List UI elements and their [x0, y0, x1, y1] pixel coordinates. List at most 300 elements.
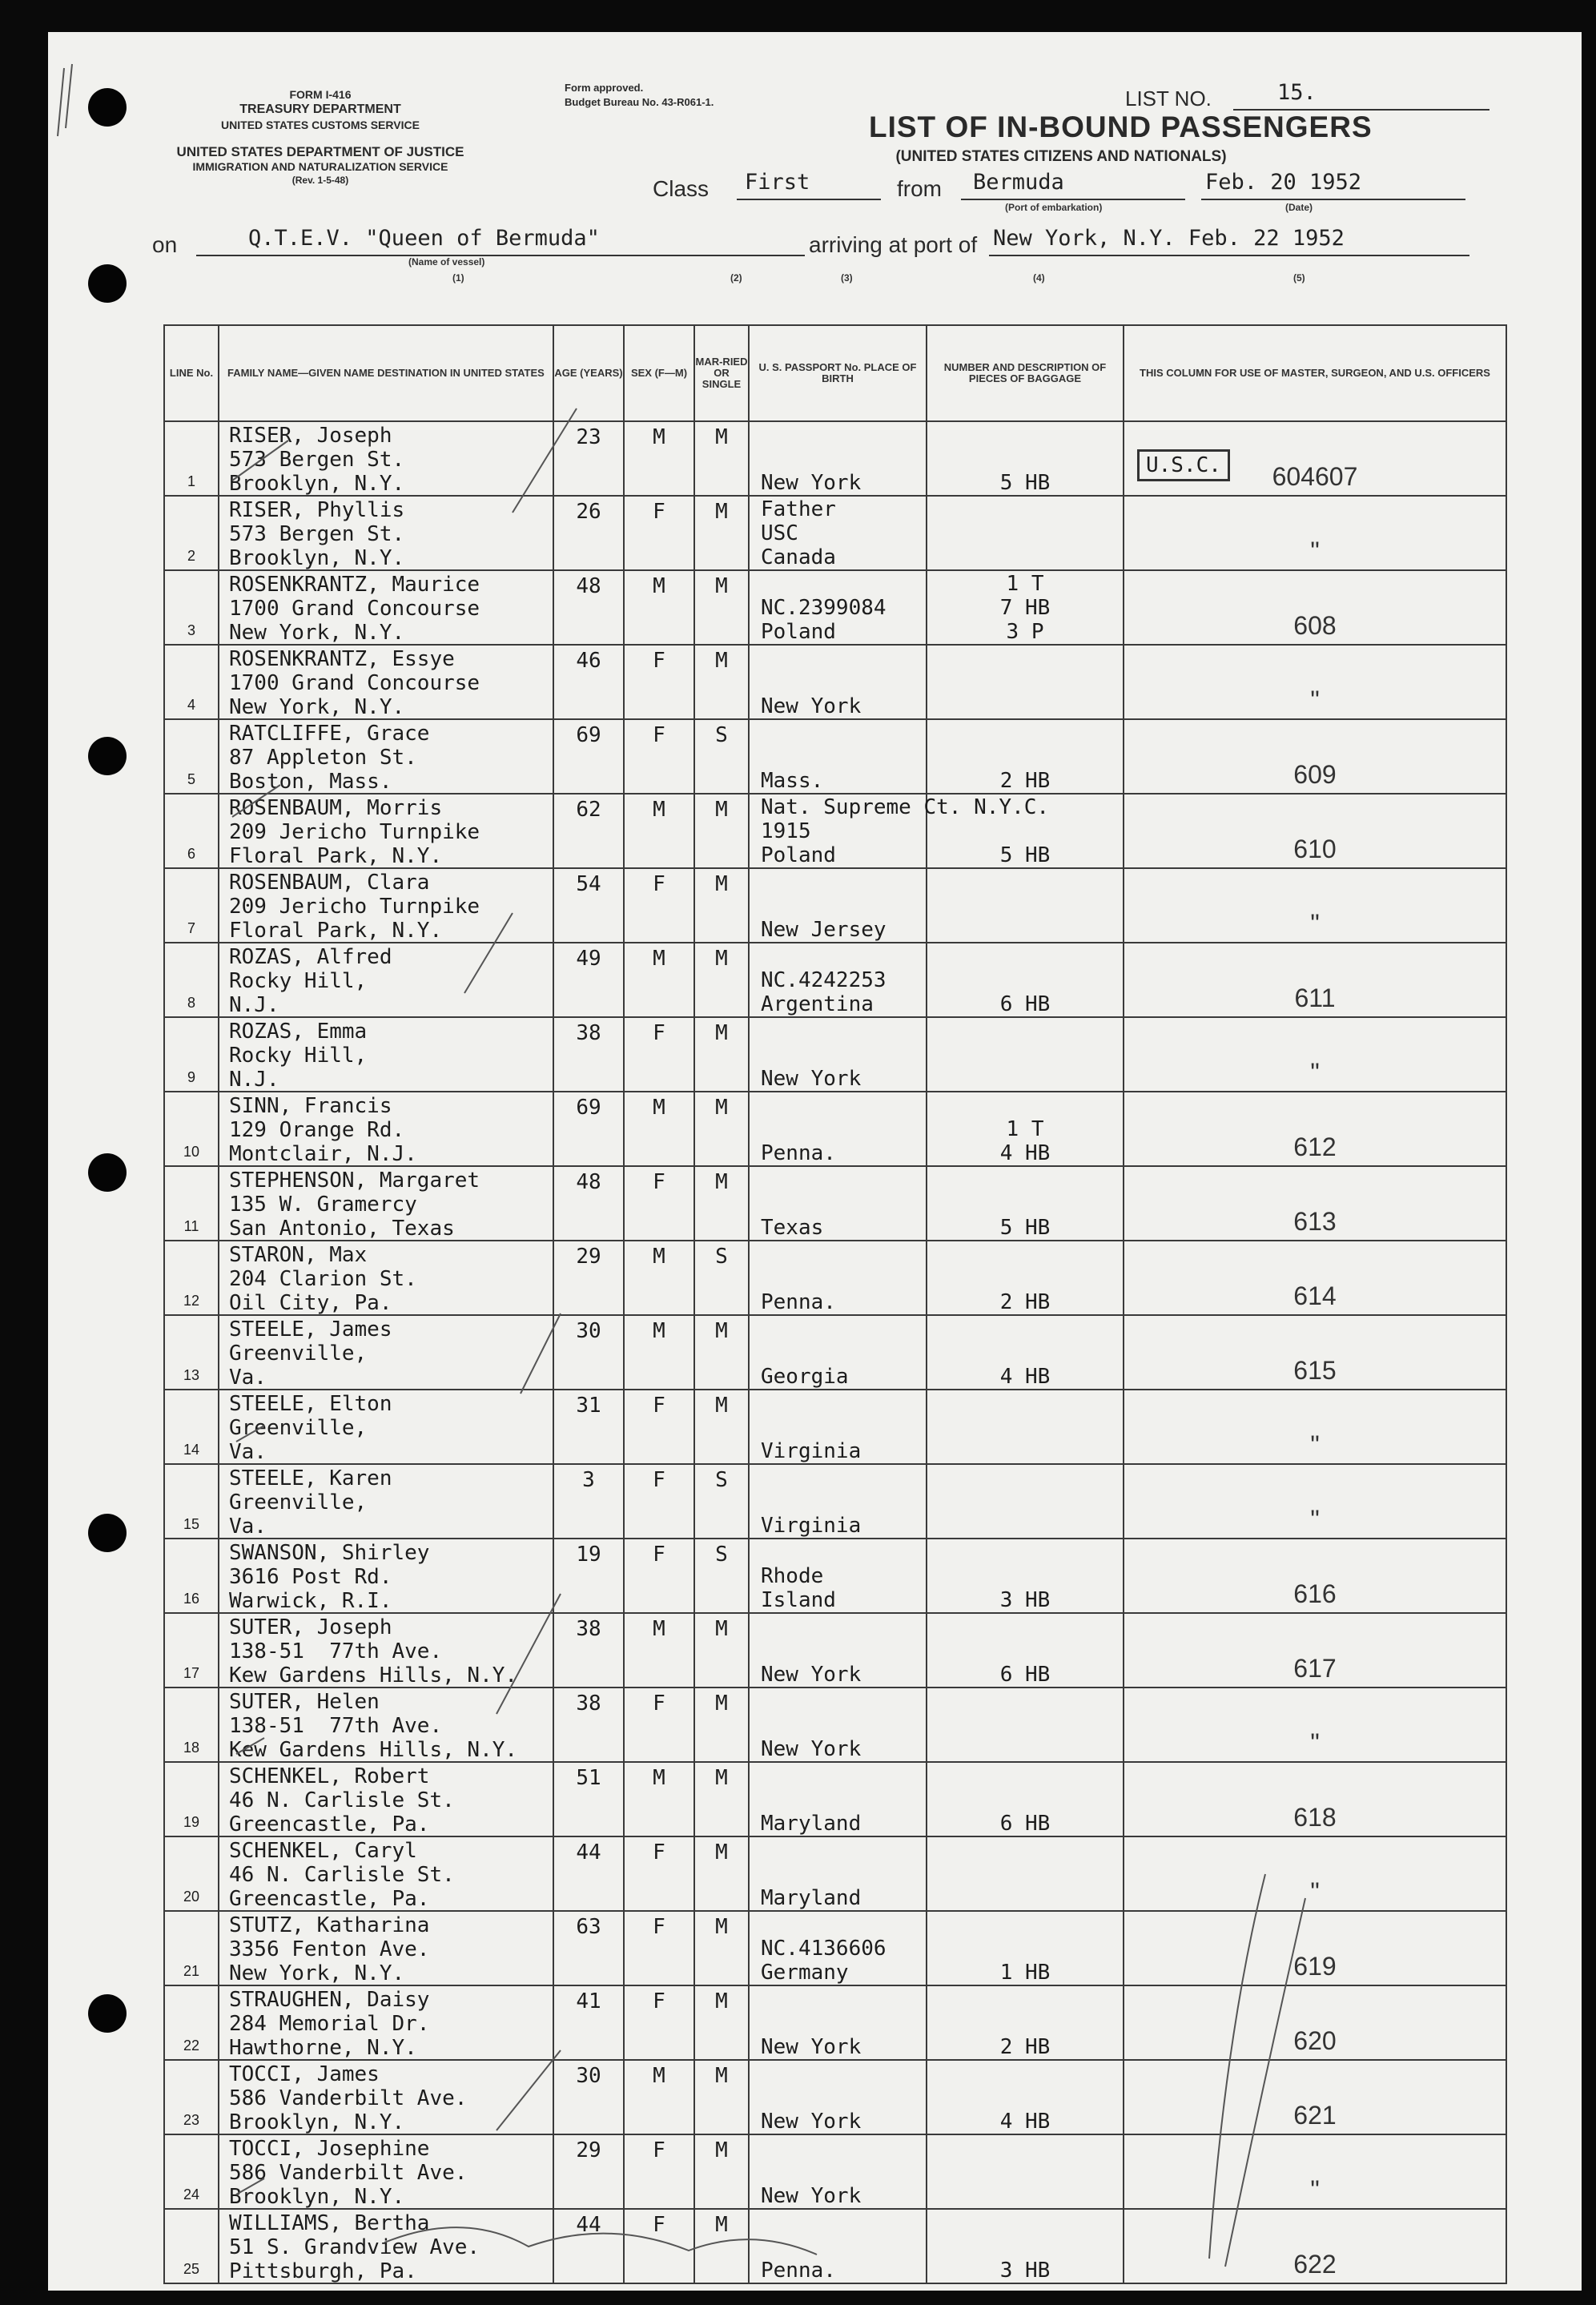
- sex: F: [653, 1840, 665, 1865]
- cell-line-number: [164, 1315, 219, 1390]
- cell-passenger-name-address: [219, 1464, 553, 1539]
- cell-passport-birthplace: [749, 1539, 927, 1613]
- cell-officer-notation: [1124, 1613, 1506, 1688]
- baggage: 2 HB: [999, 769, 1051, 793]
- age: 69: [576, 1096, 601, 1120]
- age: 54: [576, 872, 601, 896]
- cell-baggage: [927, 1762, 1124, 1836]
- cell-marital-status: [694, 1762, 749, 1836]
- arriving-label: arriving at port of: [809, 232, 978, 257]
- passenger-table: [163, 324, 1507, 2284]
- list-no-value: 15.: [1277, 80, 1317, 105]
- sex: M: [653, 798, 665, 822]
- marital-status: M: [715, 1915, 728, 1939]
- sex: M: [653, 425, 665, 449]
- cell-sex: [624, 1911, 694, 1985]
- cell-passport-birthplace: [749, 496, 927, 570]
- cell-passport-birthplace: [749, 943, 927, 1017]
- cell-marital-status: [694, 1688, 749, 1762]
- age: 48: [576, 574, 601, 598]
- cell-line-number: [164, 1613, 219, 1688]
- cell-sex: [624, 1762, 694, 1836]
- marital-status: M: [715, 574, 728, 598]
- cell-marital-status: [694, 1539, 749, 1613]
- baggage: 5 HB: [999, 471, 1051, 495]
- treasury-dept: TREASURY DEPARTMENT: [239, 103, 401, 116]
- officer-notation: ": [1310, 1728, 1320, 1757]
- form-number: FORM I-416: [289, 88, 352, 101]
- cell-passenger-name-address: [219, 1315, 553, 1390]
- document-title: LIST OF IN-BOUND PASSENGERS: [869, 111, 1373, 143]
- uscit-stamp: U.S.C.: [1137, 449, 1230, 481]
- cell-age: [553, 421, 624, 496]
- sex: M: [653, 1245, 665, 1269]
- officer-notation: ": [1310, 537, 1320, 565]
- cell-passenger-name-address: [219, 1762, 553, 1836]
- cell-age: [553, 570, 624, 645]
- marital-status: M: [715, 1840, 728, 1865]
- table-row: [164, 1836, 1506, 1911]
- cell-passport-birthplace: [749, 421, 927, 496]
- baggage: 6 HB: [999, 1663, 1051, 1687]
- cell-baggage: [927, 794, 1124, 868]
- cell-line-number: [164, 1762, 219, 1836]
- cell-sex: [624, 1539, 694, 1613]
- cell-age: [553, 2134, 624, 2209]
- cell-passenger-name-address: [219, 2134, 553, 2209]
- officer-notation: ": [1310, 686, 1320, 714]
- passenger-name-address: STEPHENSON, Margaret 135 W. Gramercy San Antonio, Texas: [229, 1169, 480, 1241]
- cell-sex: [624, 421, 694, 496]
- cell-passenger-name-address: [219, 2060, 553, 2134]
- marital-status: S: [715, 723, 728, 747]
- sex: F: [653, 1989, 665, 2013]
- binder-hole: [88, 1994, 127, 2033]
- marital-status: S: [715, 1543, 728, 1567]
- cell-passport-birthplace: [749, 868, 927, 943]
- age: 38: [576, 1021, 601, 1045]
- passport-birthplace: Penna.: [761, 1141, 836, 1165]
- baggage: 2 HB: [999, 2035, 1051, 2059]
- cell-officer-notation: [1124, 868, 1506, 943]
- cell-passenger-name-address: [219, 496, 553, 570]
- table-row: [164, 719, 1506, 794]
- cell-baggage: [927, 645, 1124, 719]
- passenger-name-address: SCHENKEL, Robert 46 N. Carlisle St. Greencastle, Pa.: [229, 1764, 455, 1836]
- cell-passport-birthplace: [749, 2134, 927, 2209]
- arrival-port-date: New York, N.Y. Feb. 22 1952: [993, 226, 1345, 251]
- table-row: [164, 1762, 1506, 1836]
- cell-officer-notation: [1124, 2134, 1506, 2209]
- passenger-name-address: STEELE, James Greenville, Va.: [229, 1317, 392, 1390]
- officer-notation: ": [1310, 2175, 1320, 2204]
- cell-marital-status: [694, 1613, 749, 1688]
- age: 38: [576, 1617, 601, 1641]
- passport-birthplace: NC.4242253 Argentina: [761, 968, 886, 1016]
- cell-officer-notation: [1124, 496, 1506, 570]
- age: 44: [576, 2213, 601, 2237]
- cell-marital-status: [694, 794, 749, 868]
- cell-officer-notation: [1124, 1017, 1506, 1092]
- line-number: 25: [183, 2261, 200, 2277]
- manifest-page: [48, 32, 1582, 2291]
- line-number: 10: [183, 1144, 200, 1160]
- cell-age: [553, 1092, 624, 1166]
- sex: F: [653, 723, 665, 747]
- age: 31: [576, 1394, 601, 1418]
- passport-birthplace: Mass.: [761, 769, 824, 793]
- cell-baggage: [927, 943, 1124, 1017]
- cell-marital-status: [694, 1985, 749, 2060]
- cell-baggage: [927, 1985, 1124, 2060]
- officer-notation: 616: [1293, 1579, 1337, 1608]
- passenger-name-address: ROSENKRANTZ, Essye 1700 Grand Concourse New York, N.Y.: [229, 647, 480, 719]
- sex: F: [653, 1468, 665, 1492]
- age: 63: [576, 1915, 601, 1939]
- cell-line-number: [164, 1985, 219, 2060]
- cell-sex: [624, 1241, 694, 1315]
- list-no-label: LIST NO.: [1125, 86, 1212, 111]
- officer-notation: 608: [1293, 611, 1337, 640]
- cell-sex: [624, 645, 694, 719]
- cell-passenger-name-address: [219, 1166, 553, 1241]
- cell-officer-notation: [1124, 943, 1506, 1017]
- age: 62: [576, 798, 601, 822]
- cell-marital-status: [694, 1017, 749, 1092]
- passenger-name-address: STEELE, Karen Greenville, Va.: [229, 1466, 392, 1539]
- cell-marital-status: [694, 1836, 749, 1911]
- cell-passport-birthplace: [749, 645, 927, 719]
- age: 30: [576, 1319, 601, 1343]
- table-row: [164, 1390, 1506, 1464]
- table-row: [164, 868, 1506, 943]
- cell-officer-notation: [1124, 1241, 1506, 1315]
- sex: M: [653, 2064, 665, 2088]
- cell-age: [553, 719, 624, 794]
- baggage: 6 HB: [999, 992, 1051, 1016]
- cell-passenger-name-address: [219, 2209, 553, 2283]
- officer-notation: 609: [1293, 760, 1337, 789]
- sex: F: [653, 872, 665, 896]
- table-row: [164, 1241, 1506, 1315]
- cell-passport-birthplace: [749, 1315, 927, 1390]
- cell-baggage: [927, 1911, 1124, 1985]
- cell-officer-notation: [1124, 1539, 1506, 1613]
- passport-birthplace: New York: [761, 1067, 862, 1091]
- line-number: 24: [183, 2186, 200, 2202]
- officer-notation: 612: [1293, 1132, 1337, 1161]
- passport-birthplace: New York: [761, 1663, 862, 1687]
- passport-birthplace: Nat. Supreme Ct. N.Y.C. 1915 Poland: [761, 795, 1050, 867]
- cell-line-number: [164, 1836, 219, 1911]
- line-number: 12: [183, 1293, 200, 1309]
- table-row: [164, 496, 1506, 570]
- sex: M: [653, 1617, 665, 1641]
- cell-line-number: [164, 2060, 219, 2134]
- marital-status: M: [715, 1319, 728, 1343]
- passenger-name-address: STRAUGHEN, Daisy 284 Memorial Dr. Hawthorne, N.Y.: [229, 1988, 430, 2060]
- passenger-name-address: ROSENKRANTZ, Maurice 1700 Grand Concourse New York, N.Y.: [229, 573, 480, 645]
- line-number: 11: [183, 1218, 199, 1234]
- cell-marital-status: [694, 421, 749, 496]
- age: 29: [576, 1245, 601, 1269]
- cell-baggage: [927, 1464, 1124, 1539]
- baggage: 3 HB: [999, 1588, 1051, 1612]
- sex: F: [653, 2213, 665, 2237]
- officer-notation: 615: [1293, 1356, 1337, 1385]
- cell-passport-birthplace: [749, 1464, 927, 1539]
- cell-line-number: [164, 645, 219, 719]
- officer-notation: 619: [1293, 1952, 1337, 1981]
- cell-line-number: [164, 794, 219, 868]
- passenger-name-address: SWANSON, Shirley 3616 Post Rd. Warwick, R.I.: [229, 1541, 430, 1613]
- officer-notation: 618: [1293, 1803, 1337, 1832]
- age: 23: [576, 425, 601, 449]
- baggage: 1 T 7 HB 3 P: [999, 572, 1051, 644]
- cell-marital-status: [694, 570, 749, 645]
- sex: M: [653, 574, 665, 598]
- cell-line-number: [164, 2134, 219, 2209]
- sex: F: [653, 1170, 665, 1194]
- cell-sex: [624, 1985, 694, 2060]
- passport-birthplace: New York: [761, 1737, 862, 1761]
- cell-baggage: [927, 2209, 1124, 2283]
- passenger-name-address: ROZAS, Alfred Rocky Hill, N.J.: [229, 945, 392, 1017]
- passport-birthplace: New York: [761, 2110, 862, 2134]
- sex: F: [653, 1394, 665, 1418]
- cell-baggage: [927, 496, 1124, 570]
- cell-passport-birthplace: [749, 570, 927, 645]
- cell-line-number: [164, 1911, 219, 1985]
- cell-passenger-name-address: [219, 1390, 553, 1464]
- passport-birthplace: Virginia: [761, 1439, 862, 1463]
- cell-age: [553, 1539, 624, 1613]
- cell-passport-birthplace: [749, 1390, 927, 1464]
- cell-marital-status: [694, 1092, 749, 1166]
- age: 48: [576, 1170, 601, 1194]
- passenger-name-address: ROSENBAUM, Morris 209 Jericho Turnpike Floral Park, N.Y.: [229, 796, 480, 868]
- table-row: [164, 1092, 1506, 1166]
- officer-notation: 617: [1293, 1654, 1337, 1683]
- line-number: 14: [183, 1442, 200, 1458]
- cell-age: [553, 1464, 624, 1539]
- col-header-age: AGE (YEARS): [553, 325, 624, 421]
- line-number: 5: [187, 771, 195, 787]
- officer-notation: ": [1310, 1058, 1320, 1087]
- sex: M: [653, 1319, 665, 1343]
- cell-age: [553, 1390, 624, 1464]
- marital-status: M: [715, 947, 728, 971]
- table-row: [164, 1017, 1506, 1092]
- cell-age: [553, 1166, 624, 1241]
- cell-line-number: [164, 1017, 219, 1092]
- cell-marital-status: [694, 1241, 749, 1315]
- cell-marital-status: [694, 1464, 749, 1539]
- class-label: Class: [653, 176, 710, 201]
- age: 26: [576, 500, 601, 524]
- cell-officer-notation: [1124, 2209, 1506, 2283]
- cell-passenger-name-address: [219, 421, 553, 496]
- baggage: 6 HB: [999, 1812, 1051, 1836]
- cell-marital-status: [694, 1911, 749, 1985]
- cell-sex: [624, 1688, 694, 1762]
- cell-line-number: [164, 1166, 219, 1241]
- passport-birthplace: Texas: [761, 1216, 824, 1240]
- cell-passenger-name-address: [219, 943, 553, 1017]
- form-approved: Form approved.: [565, 82, 644, 94]
- cell-sex: [624, 1464, 694, 1539]
- cell-passport-birthplace: [749, 2209, 927, 2283]
- col-header-married: MAR-RIED OR SINGLE: [694, 325, 749, 421]
- cell-officer-notation: [1124, 1688, 1506, 1762]
- ins: IMMIGRATION AND NATURALIZATION SERVICE: [192, 160, 448, 173]
- cell-officer-notation: [1124, 719, 1506, 794]
- passenger-name-address: TOCCI, James 586 Vanderbilt Ave. Brooklyn, N.Y.: [229, 2062, 468, 2134]
- passenger-name-address: WILLIAMS, Bertha 51 S. Grandview Ave. Pittsburgh, Pa.: [229, 2211, 480, 2283]
- cell-age: [553, 868, 624, 943]
- binder-hole: [88, 1153, 127, 1192]
- baggage: 5 HB: [999, 1216, 1051, 1240]
- embark-date: Feb. 20 1952: [1205, 170, 1362, 195]
- cell-marital-status: [694, 1390, 749, 1464]
- passenger-name-address: TOCCI, Josephine 586 Vanderbilt Ave. Brooklyn, N.Y.: [229, 2137, 468, 2209]
- cell-age: [553, 1613, 624, 1688]
- cell-age: [553, 1762, 624, 1836]
- cell-line-number: [164, 1464, 219, 1539]
- cell-passenger-name-address: [219, 1836, 553, 1911]
- cell-sex: [624, 2060, 694, 2134]
- line-number: 15: [183, 1516, 200, 1532]
- cell-officer-notation: [1124, 1985, 1506, 2060]
- cell-marital-status: [694, 1315, 749, 1390]
- passport-birthplace: Penna.: [761, 2259, 836, 2283]
- cell-marital-status: [694, 496, 749, 570]
- cell-age: [553, 2060, 624, 2134]
- officer-notation: ": [1310, 1505, 1320, 1534]
- age: 3: [582, 1468, 595, 1492]
- marital-status: M: [715, 1170, 728, 1194]
- cell-sex: [624, 1613, 694, 1688]
- col-number: (5): [1293, 272, 1305, 284]
- marital-status: M: [715, 649, 728, 673]
- col-header-passport: U. S. PASSPORT No. PLACE OF BIRTH: [749, 325, 927, 421]
- cell-marital-status: [694, 645, 749, 719]
- line-number: 6: [187, 846, 195, 862]
- cell-passenger-name-address: [219, 645, 553, 719]
- passport-birthplace: Virginia: [761, 1514, 862, 1538]
- table-row: [164, 1315, 1506, 1390]
- baggage: 4 HB: [999, 1365, 1051, 1389]
- baggage: 1 T 4 HB: [999, 1117, 1051, 1165]
- budget-bureau: Budget Bureau No. 43-R061-1.: [565, 96, 714, 108]
- sex: F: [653, 1692, 665, 1716]
- binder-hole: [88, 1514, 127, 1552]
- cell-officer-notation: [1124, 1836, 1506, 1911]
- cell-officer-notation: [1124, 1911, 1506, 1985]
- cell-line-number: [164, 2209, 219, 2283]
- marital-status: M: [715, 1692, 728, 1716]
- cell-baggage: [927, 719, 1124, 794]
- cell-baggage: [927, 1241, 1124, 1315]
- from-value: Bermuda: [973, 170, 1064, 195]
- cell-officer-notation: [1124, 421, 1506, 496]
- passenger-name-address: SINN, Francis 129 Orange Rd. Montclair, N.J.: [229, 1094, 417, 1166]
- sex: M: [653, 1766, 665, 1790]
- marital-status: M: [715, 2064, 728, 2088]
- cell-passenger-name-address: [219, 570, 553, 645]
- col-header-sex: SEX (F—M): [624, 325, 694, 421]
- cell-sex: [624, 1836, 694, 1911]
- table-row: [164, 1688, 1506, 1762]
- age: 69: [576, 723, 601, 747]
- table-row: [164, 421, 1506, 496]
- cell-age: [553, 1017, 624, 1092]
- col-number: (4): [1033, 272, 1045, 284]
- passport-birthplace: Rhode Island: [761, 1564, 836, 1612]
- col-number: (1): [452, 272, 464, 284]
- cell-officer-notation: [1124, 645, 1506, 719]
- cell-age: [553, 1836, 624, 1911]
- table-row: [164, 2209, 1506, 2283]
- cell-sex: [624, 719, 694, 794]
- col-header-officers: THIS COLUMN FOR USE OF MASTER, SURGEON, AND U.S. OFFICERS: [1124, 325, 1506, 421]
- cell-age: [553, 1985, 624, 2060]
- cell-line-number: [164, 1241, 219, 1315]
- cell-line-number: [164, 570, 219, 645]
- cell-passport-birthplace: [749, 719, 927, 794]
- sex: F: [653, 500, 665, 524]
- sex: M: [653, 947, 665, 971]
- marital-status: M: [715, 1617, 728, 1641]
- cell-age: [553, 1241, 624, 1315]
- marital-status: M: [715, 1394, 728, 1418]
- marital-status: S: [715, 1245, 728, 1269]
- passport-birthplace: Maryland: [761, 1812, 862, 1836]
- col-number: (3): [841, 272, 853, 284]
- line-number: 7: [187, 920, 195, 936]
- table-row: [164, 1166, 1506, 1241]
- cell-sex: [624, 1390, 694, 1464]
- sex: F: [653, 1915, 665, 1939]
- line-number: 1: [187, 473, 195, 489]
- cell-officer-notation: [1124, 570, 1506, 645]
- age: 19: [576, 1543, 601, 1567]
- line-number: 20: [183, 1889, 200, 1905]
- table-row: [164, 1464, 1506, 1539]
- officer-notation: ": [1310, 909, 1320, 938]
- passenger-name-address: ROSENBAUM, Clara 209 Jericho Turnpike Floral Park, N.Y.: [229, 871, 480, 943]
- cell-marital-status: [694, 2060, 749, 2134]
- cell-passenger-name-address: [219, 1017, 553, 1092]
- table-row: [164, 645, 1506, 719]
- passport-birthplace: Maryland: [761, 1886, 862, 1910]
- passenger-name-address: STUTZ, Katharina 3356 Fenton Ave. New York, N.Y.: [229, 1913, 430, 1985]
- cell-baggage: [927, 1613, 1124, 1688]
- cell-marital-status: [694, 868, 749, 943]
- passenger-name-address: RATCLIFFE, Grace 87 Appleton St. Boston, Mass.: [229, 722, 430, 794]
- passenger-name-address: STARON, Max 204 Clarion St. Oil City, Pa.: [229, 1243, 417, 1315]
- cell-passport-birthplace: [749, 1836, 927, 1911]
- binder-hole: [88, 737, 127, 775]
- line-number: 23: [183, 2112, 200, 2128]
- cell-line-number: [164, 1688, 219, 1762]
- sex: F: [653, 2138, 665, 2162]
- cell-marital-status: [694, 2134, 749, 2209]
- vessel-name: Q.T.E.V. "Queen of Bermuda": [248, 226, 600, 251]
- passenger-name-address: ROZAS, Emma Rocky Hill, N.J.: [229, 1020, 368, 1092]
- cell-passenger-name-address: [219, 868, 553, 943]
- cell-baggage: [927, 868, 1124, 943]
